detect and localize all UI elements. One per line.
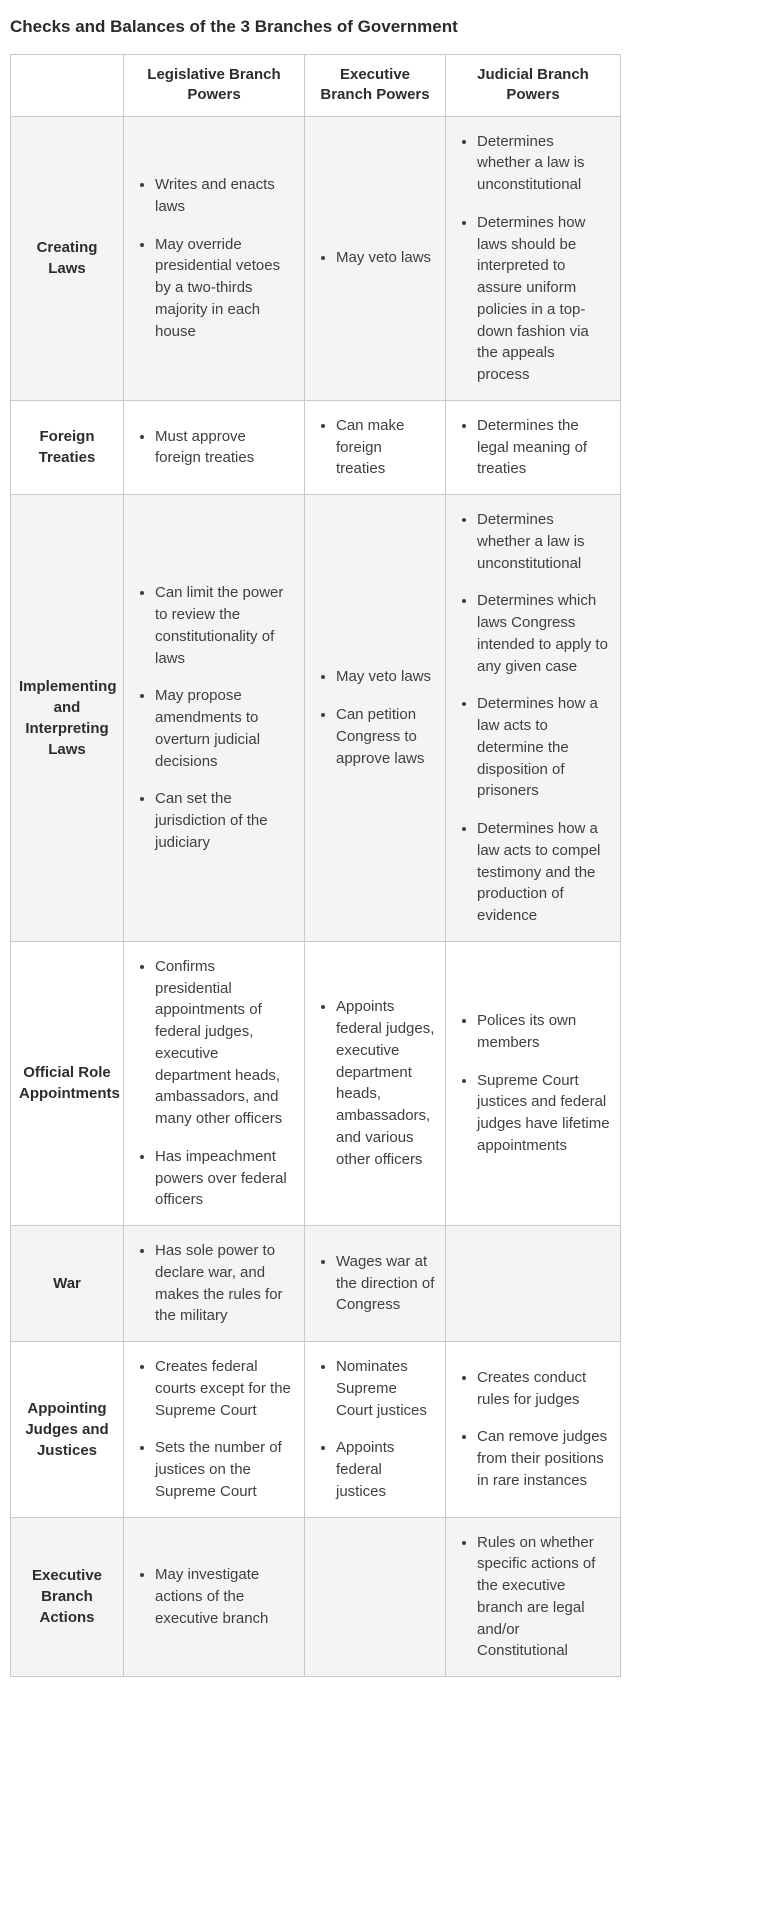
bullet-list (315, 1251, 435, 1316)
table-row (11, 1226, 621, 1342)
bullet-item: • Creates conduct rules for judges (477, 1367, 610, 1411)
legislative-column-header: Legislative Branch Powers (124, 55, 305, 117)
bullet-item: • Determines how a law acts to compel testimony and the production of evidence (477, 818, 610, 927)
row-header: Official Role Appointments (11, 941, 124, 1225)
bullet-item: • Determines how a law acts to determine the disposition of prisoners (477, 693, 610, 802)
executive-cell (305, 400, 446, 494)
bullet-item: • May investigate actions of the executive branch (155, 1564, 294, 1629)
bullet-list (456, 131, 610, 386)
legislative-cell (124, 1517, 305, 1677)
table-row (11, 1517, 621, 1677)
bullet-item: • Determines whether a law is unconstitutional (477, 509, 610, 574)
bullet-list (134, 582, 294, 853)
table-row (11, 495, 621, 942)
table-row (11, 941, 621, 1225)
judicial-cell (446, 941, 621, 1225)
bullet-item: • Polices its own members (477, 1010, 610, 1054)
legislative-cell (124, 495, 305, 942)
row-header: Executive Branch Actions (11, 1517, 124, 1677)
bullet-item: • Has impeachment powers over federal officers (155, 1146, 294, 1211)
bullet-item: • Appoints federal judges, executive department heads, ambassadors, and various other officers (336, 996, 435, 1170)
bullet-item: • Determines which laws Congress intended to apply to any given case (477, 590, 610, 677)
bullet-item: • Sets the number of justices on the Supreme Court (155, 1437, 294, 1502)
bullet-item: • Can limit the power to review the constitutionality of laws (155, 582, 294, 669)
judicial-column-header: Judicial Branch Powers (446, 55, 621, 117)
bullet-item: • Has sole power to declare war, and makes the rules for the military (155, 1240, 294, 1327)
bullet-item: • Wages war at the direction of Congress (336, 1251, 435, 1316)
bullet-item: • Writes and enacts laws (155, 174, 294, 218)
bullet-item: • May veto laws (336, 247, 435, 269)
executive-cell (305, 116, 446, 400)
table-row (11, 116, 621, 400)
bullet-item: • May override presidential vetoes by a two-thirds majority in each house (155, 234, 294, 343)
bullet-list (456, 1010, 610, 1157)
bullet-list (315, 996, 435, 1170)
bullet-item: • Can petition Congress to approve laws (336, 704, 435, 769)
bullet-list (456, 415, 610, 480)
executive-column-header: Executive Branch Powers (305, 55, 446, 117)
judicial-cell (446, 400, 621, 494)
bullet-item: • Nominates Supreme Court justices (336, 1356, 435, 1421)
legislative-cell (124, 116, 305, 400)
bullet-item: • Can remove judges from their positions in rare instances (477, 1426, 610, 1491)
bullet-list (134, 1564, 294, 1629)
row-header: Appointing Judges and Justices (11, 1342, 124, 1518)
bullet-list (456, 1532, 610, 1663)
bullet-item: • Determines how laws should be interpreted to assure uniform policies in a top-down fashion via the appeals process (477, 212, 610, 386)
executive-cell (305, 1517, 446, 1677)
bullet-item: • Creates federal courts except for the Supreme Court (155, 1356, 294, 1421)
page-title: Checks and Balances of the 3 Branches of Government (10, 17, 458, 36)
bullet-item: • Supreme Court justices and federal judges have lifetime appointments (477, 1070, 610, 1157)
judicial-cell (446, 495, 621, 942)
bullet-list (315, 247, 435, 269)
bullet-item: • May veto laws (336, 666, 435, 688)
row-header: Implementing and Interpreting Laws (11, 495, 124, 942)
corner-header-cell (11, 55, 124, 117)
bullet-item: • Confirms presidential appointments of federal judges, executive department heads, ambassadors, and many other officers (155, 956, 294, 1130)
judicial-cell (446, 116, 621, 400)
bullet-item: • May propose amendments to overturn judicial decisions (155, 685, 294, 772)
row-header: Foreign Treaties (11, 400, 124, 494)
legislative-cell (124, 941, 305, 1225)
table-body (11, 116, 621, 1677)
bullet-list (134, 1356, 294, 1503)
legislative-cell (124, 400, 305, 494)
table-header-row (11, 55, 621, 117)
row-header: Creating Laws (11, 116, 124, 400)
judicial-cell (446, 1342, 621, 1518)
bullet-list (456, 509, 610, 927)
bullet-list (134, 956, 294, 1211)
judicial-cell (446, 1226, 621, 1342)
legislative-cell (124, 1226, 305, 1342)
bullet-list (315, 415, 435, 480)
bullet-item: • Appoints federal justices (336, 1437, 435, 1502)
table-row (11, 1342, 621, 1518)
bullet-item: • Determines the legal meaning of treaties (477, 415, 610, 480)
table-row (11, 400, 621, 494)
bullet-item: • Can set the jurisdiction of the judiciary (155, 788, 294, 853)
legislative-cell (124, 1342, 305, 1518)
checks-and-balances-table (10, 54, 621, 1677)
row-header: War (11, 1226, 124, 1342)
bullet-list (315, 1356, 435, 1503)
bullet-list (134, 1240, 294, 1327)
bullet-list (315, 666, 435, 769)
bullet-item: • Must approve foreign treaties (155, 426, 294, 470)
bullet-list (456, 1367, 610, 1492)
executive-cell (305, 1342, 446, 1518)
executive-cell (305, 495, 446, 942)
bullet-list (134, 426, 294, 470)
executive-cell (305, 1226, 446, 1342)
bullet-list (134, 174, 294, 342)
judicial-cell (446, 1517, 621, 1677)
bullet-item: • Rules on whether specific actions of the executive branch are legal and/or Constitutional (477, 1532, 610, 1663)
bullet-item: • Determines whether a law is unconstitutional (477, 131, 610, 196)
bullet-item: • Can make foreign treaties (336, 415, 435, 480)
executive-cell (305, 941, 446, 1225)
